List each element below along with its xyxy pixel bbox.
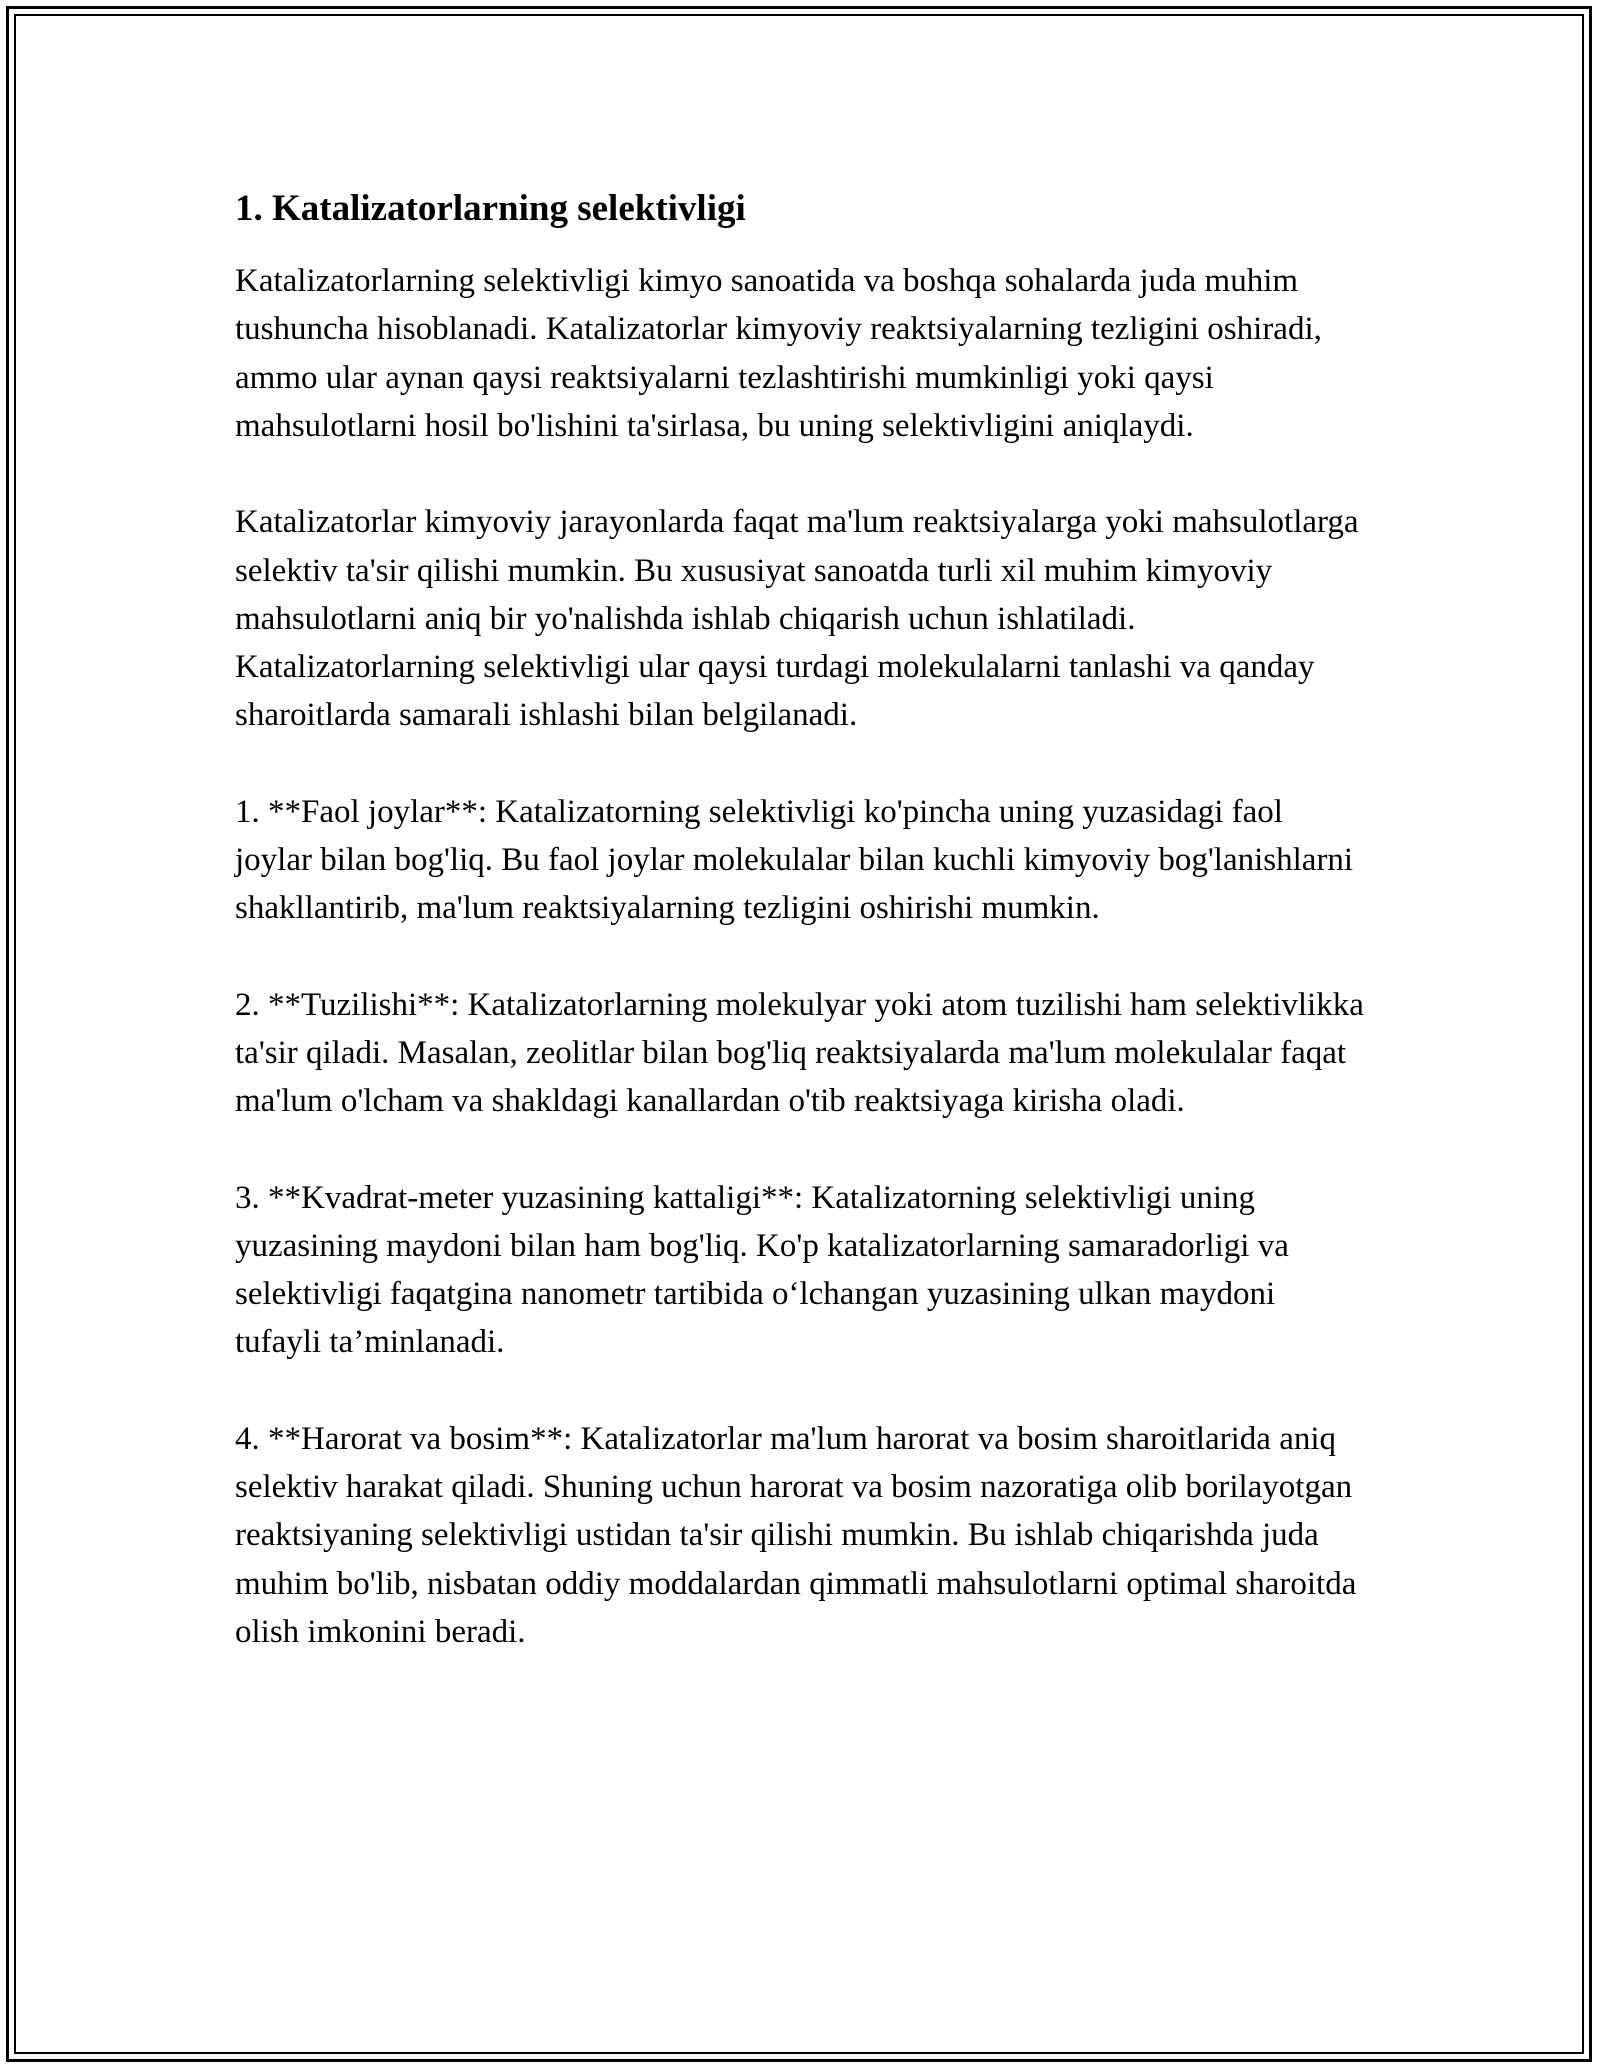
paragraph-intro: Katalizatorlarning selektivligi kimyo sanoatida va boshqa sohalarda juda muhim tushuncha hisoblanadi. Katalizatorlar kimyoviy reaktsiyalarning tezligini oshiradi, ammo ular aynan qaysi reaktsiyalarni tezlashtirishi mumkinligi yoki qaysi mahsulotlarni hosil bo'lishini ta'sirlasa, bu uning selektivligini aniqlaydi. [235, 263, 1322, 444]
list-item-active-sites: 1. **Faol joylar**: Katalizatorning selektivligi ko'pincha uning yuzasidagi faol joylar bilan bog'liq. Bu faol joylar molekulalar bilan kuchli kimyoviy bog'lanishlarni shakllantirib, ma'lum reaktsiyalarning tezligini oshirishi mumkin. [235, 793, 1354, 927]
paragraph-selectivity-usage: Katalizatorlar kimyoviy jarayonlarda faqat ma'lum reaktsiyalarga yoki mahsulotlarga selektiv ta'sir qilishi mumkin. Bu xususiyat sanoatda turli xil muhim kimyoviy mahsulotlarni aniq bir yo'nalishda ishlab chiqarish uchun ishlatiladi. Katalizatorlarning selektivligi ular qaysi turdagi molekulalarni tanlashi va qanday sharoitlarda samarali ishlashi bilan belgilanadi. [235, 504, 1359, 734]
section-heading: 1. Katalizatorlarning selektivligi [235, 188, 746, 229]
document-body [235, 185, 1365, 1704]
list-item-temperature-pressure: 4. **Harorat va bosim**: Katalizatorlar ma'lum harorat va bosim sharoitlarida aniq selektiv harakat qiladi. Shuning uchun harorat va bosim nazoratiga olib borilayotgan reaktsiyaning selektivligi ustidan ta'sir qilishi mumkin. Bu ishlab chiqarishda juda muhim bo'lib, nisbatan oddiy moddalardan qimmatli mahsulotlarni optimal sharoitda olish imkonini beradi. [235, 1420, 1357, 1650]
list-item-structure: 2. **Tuzilishi**: Katalizatorlarning molekulyar yoki atom tuzilishi ham selektivlikka ta'sir qiladi. Masalan, zeolitlar bilan bog'liq reaktsiyalarda ma'lum molekulalar faqat ma'lum o'lcham va shakldagi kanallardan o'tib reaktsiyaga kirisha oladi. [235, 986, 1364, 1120]
list-item-surface-area: 3. **Kvadrat-meter yuzasining kattaligi**: Katalizatorning selektivligi uning yuzasining maydoni bilan ham bog'liq. Ko'p katalizatorlarning samaradorligi va selektivligi faqatgina nanometr tartibida o‘lchangan yuzasining ulkan maydoni tufayli ta’minlanadi. [235, 1179, 1289, 1361]
